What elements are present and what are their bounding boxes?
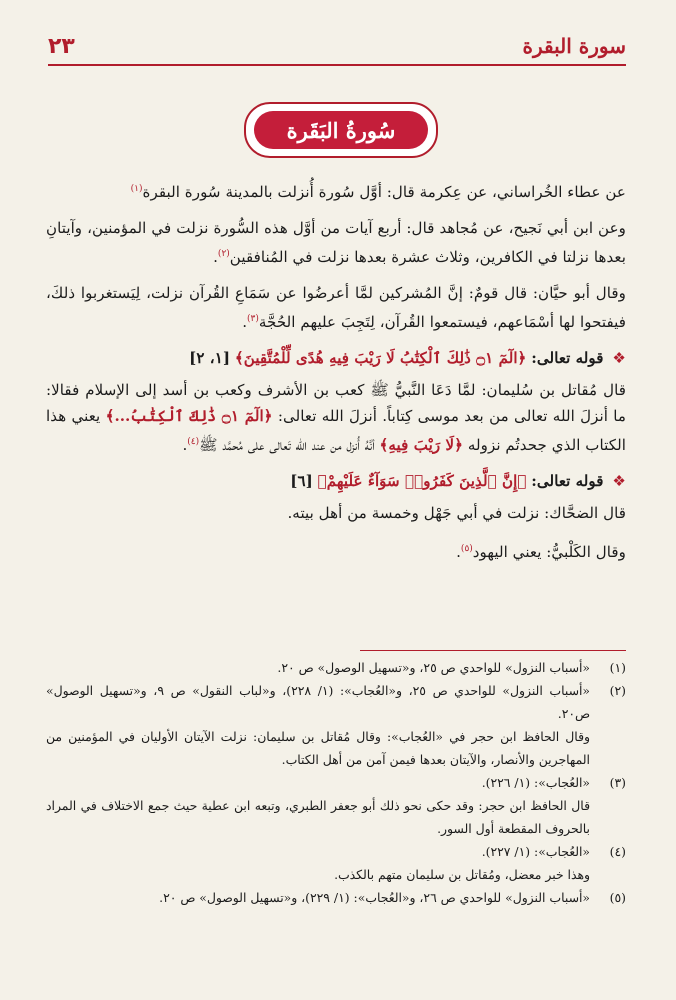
verse-ref: [٦] bbox=[290, 472, 313, 491]
paragraph-text: قال الضحَّاك: نزلت في أبي جَهْل وخمسة من أهل بيته. bbox=[287, 504, 626, 523]
verse-intro: قوله تعالى: bbox=[531, 349, 604, 368]
surah-title: سُورةُ البَقَرة bbox=[254, 111, 428, 149]
footnote-number: (٣) bbox=[609, 775, 626, 790]
footnote-text: «العُجاب»: (١/ ٢٢٦). bbox=[481, 775, 590, 790]
star-icon: ❖ bbox=[612, 349, 626, 368]
paragraph-text: عن عطاء الخُراساني، عن عِكرمة قال: أوَّل سُورة أُنزلت بالمدينة سُورة البقرة bbox=[142, 183, 626, 202]
footnote-line bbox=[46, 771, 626, 794]
quran-verse: ﴿لَا رَيْبَ فِيهِ﴾ bbox=[379, 436, 464, 455]
footnote-ref: (٥) bbox=[460, 544, 473, 555]
footnote-line bbox=[46, 840, 626, 863]
footnote-number: (٥) bbox=[609, 890, 626, 905]
paragraph-text: وقال الكَلْبيُّ: يعني اليهود bbox=[472, 543, 626, 562]
verse-intro: قوله تعالى: bbox=[531, 472, 604, 491]
footnote-number bbox=[590, 794, 626, 840]
page-number: ٢٣ bbox=[48, 33, 75, 59]
footnote-ref: (٢) bbox=[217, 249, 230, 260]
quran-verse: ﴿الٓمٓ ۝١ ذَٰلِكَ ٱلْكِتَٰبُ لَا رَيْبَ فِيهِ هُدًى لِّلْمُتَّقِينَ﴾ bbox=[234, 349, 527, 368]
footnote-number: (١) bbox=[609, 660, 626, 675]
verse-heading bbox=[46, 345, 626, 371]
footnote-ref: (٣) bbox=[247, 314, 259, 325]
quran-verse: ﴿إِنَّ ٱلَّذِينَ كَفَرُوا۟ سَوَآءٌ عَلَيْهِمْ﴾ bbox=[317, 472, 527, 491]
footnote-text: وهذا خبر معضل، ومُقاتل بن سليمان متهم بالكذب. bbox=[334, 867, 590, 882]
header-rule bbox=[48, 64, 626, 66]
running-title: سورة البقرة bbox=[522, 34, 626, 58]
footnote-text: «العُجاب»: (١/ ٢٢٧). bbox=[481, 844, 590, 859]
page-header bbox=[48, 28, 626, 64]
footnote-line bbox=[46, 725, 626, 771]
paragraph bbox=[46, 536, 626, 565]
footnote-line bbox=[46, 886, 626, 909]
paragraph-text: وعن ابن أبي نَجيح، عن مُجاهد قال: أربع آيات من أوَّل هذه السُّورة نزلت في المؤمنين، وآيتانِ بعدها نزلتا في الكافرين، وثلاث عشرة بعدها نزلت في المُنافقين bbox=[46, 219, 626, 267]
paragraph bbox=[46, 176, 626, 205]
footnote-number: (٢) bbox=[609, 683, 626, 698]
footnote-number: (٤) bbox=[609, 844, 626, 859]
paragraph-text: وقال أبو حيَّان: قال قومٌ: إنَّ المُشركين لمَّا أعرضُوا عن سَمَاعِ القُرآن نزلت، لِيَستغربوا ذلكَ، فيفتحوا لها أسْمَاعهم، فيستمعوا القُرآن، لِتَجِبَ عليهم الحُجَّة bbox=[46, 284, 626, 332]
paragraph: قال مُقاتل بن سُليمان: لمَّا دَعَا النَّبيُّ ﷺ كعب بن الأشرف وكعب بن أسد إلى الإسلام فقالا: ما أنزلَ الله تعالى من بعد موسى كِتاباً. أنزلَ الله تعالى: ﴿الٓمٓ ۝١ ذَٰلِكَ ٱلْكِتَٰبُ...﴾ يعني هذا الكتاب الذي جحدتُم نزوله ﴿لَا رَيْبَ فِيهِ﴾ أنَّهُ أُنزل من عند الله تَعالى على مُحمَّد ﷺ$^{(٤)}$. bbox=[46, 381, 627, 455]
footnote-text: قال الحافظ ابن حجر: وقد حكى نحو ذلك أبو جعفر الطبري، وتبعه ابن عطية حيث جمع الاختلاف في المراد بالحروف المقطعة أول السور. bbox=[46, 798, 590, 836]
footnote-number bbox=[590, 725, 626, 771]
quran-verse: ﴿الٓمٓ ۝١ ذَٰلِكَ ٱلْكِتَٰبُ...﴾ bbox=[105, 407, 273, 426]
paragraph bbox=[46, 500, 626, 526]
paragraph: وعن ابن أبي نَجيح، عن مُجاهد قال: أربع آيات من أوَّل هذه السُّورة نزلت في المؤمنين، وآيتانِ بعدها نزلتا في الكافرين، وثلاث عشرة بعدها نزلت في المُنافقين$^{(٢)}$. bbox=[46, 219, 626, 267]
paragraph-text: قال مُقاتل بن سُليمان: لمَّا دَعَا النَّبيُّ ﷺ كعب بن الأشرف وكعب بن أسد إلى الإسلام فقالا: ما أنزلَ الله تعالى من بعد موسى كِتاباً. أنزلَ الله تعالى: bbox=[46, 381, 627, 426]
footnote-text: «أسباب النزول» للواحدي ص ٢٥، و«تسهيل الوصول» ص ٢٠. bbox=[277, 660, 590, 675]
star-icon: ❖ bbox=[612, 472, 626, 491]
footnote-line bbox=[46, 863, 626, 886]
footnote-text: «أسباب النزول» للواحدي ص ٢٦، و«العُجاب»: (١/ ٢٢٩)، و«تسهيل الوصول» ص ٢٠. bbox=[159, 890, 590, 905]
paragraph: وقال أبو حيَّان: قال قومٌ: إنَّ المُشركين لمَّا أعرضُوا عن سَمَاعِ القُرآن نزلت، لِيَستغربوا ذلكَ، فيفتحوا لها أسْمَاعهم، فيستمعوا القُرآن، لِتَجِبَ عليهم الحُجَّة$^{(٣)}$. bbox=[46, 284, 626, 332]
main-text bbox=[46, 176, 626, 575]
footnote-line bbox=[46, 656, 626, 679]
footnote-text: وقال الحافظ ابن حجر في «العُجاب»: وقال مُقاتل بن سليمان: نزلت الآيتان الأوليان في المؤمنين من المهاجرين والأنصار، والآيتان بعدها فيمن آمن من أهل الكتاب. bbox=[46, 729, 590, 767]
footnote-number bbox=[590, 863, 626, 886]
period: . bbox=[456, 543, 461, 562]
footnotes bbox=[46, 656, 626, 909]
footnote-rule bbox=[360, 650, 626, 651]
footnote-line bbox=[46, 794, 626, 840]
verse-heading bbox=[46, 468, 626, 494]
verse-ref: [١، ٢] bbox=[189, 349, 231, 368]
surah-title-badge bbox=[244, 102, 438, 158]
footnote-ref: (٤) bbox=[187, 437, 200, 448]
paragraph-text: يعني هذا الكتاب الذي جحدتُم نزوله bbox=[46, 407, 626, 455]
footnote-text: «أسباب النزول» للواحدي ص ٢٥، و«العُجاب»: (١/ ٢٢٨)، و«لباب النقول» ص ٩، و«تسهيل الوصول» ص٢٠. bbox=[46, 683, 590, 721]
footnote-ref: (١) bbox=[130, 184, 143, 194]
footnote-line bbox=[46, 679, 626, 725]
paragraph-text: أنَّهُ أُنزل من عند الله تَعالى على مُحمَّد ﷺ bbox=[199, 436, 375, 455]
